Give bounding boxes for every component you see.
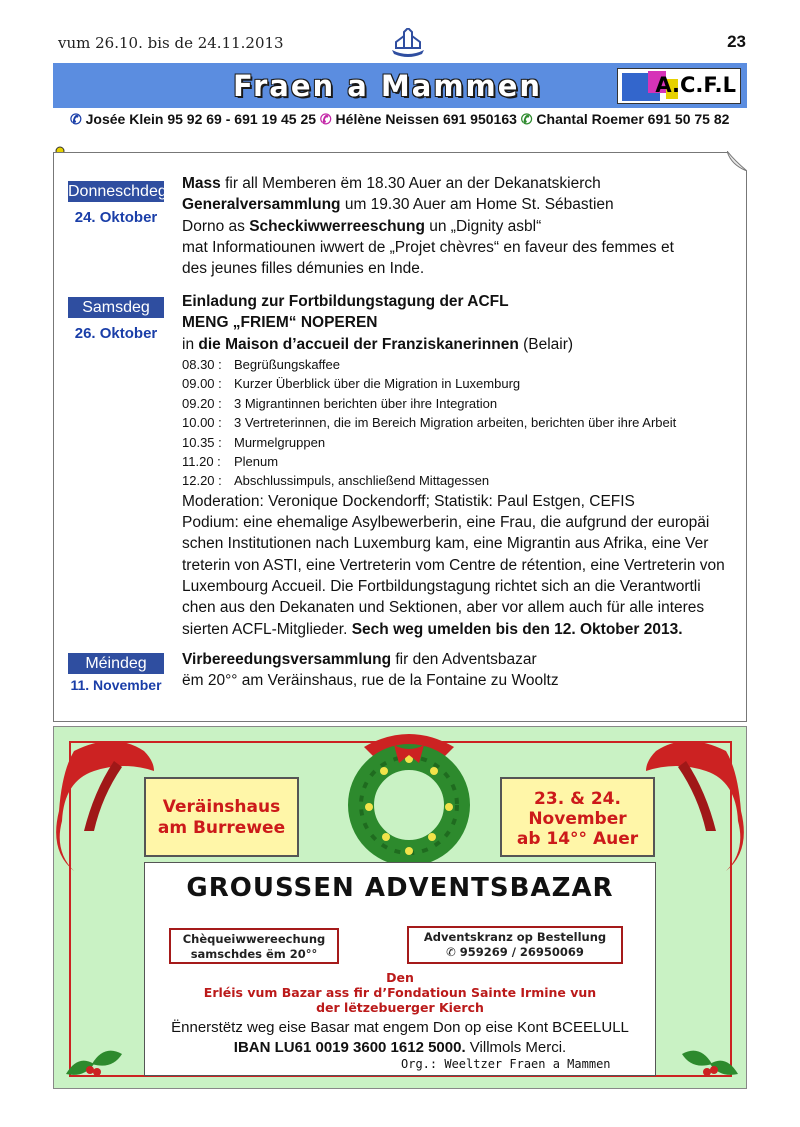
day-label: Samsdeg (68, 297, 164, 318)
wreath-order-box (407, 926, 623, 964)
venue-line: am Burrewee (157, 818, 286, 838)
moderation-text: Moderation: Veronique Dockendorff; Statistik: Paul Estgen, CEFIS (182, 492, 635, 510)
event-mass-label: Mass (182, 175, 221, 192)
proceeds-line: der lëtzebuerger Kierch (316, 1000, 484, 1015)
proceeds-line: Den (386, 970, 414, 985)
contact-name: Chantal Roemer (536, 111, 644, 127)
podium-text: Podium: eine ehemalige Asylbewerberin, eine Frau, die aufgrund der europäi (182, 514, 710, 532)
day-date: 26. Oktober (74, 325, 158, 342)
bazar-info-panel (144, 862, 656, 1076)
event-text: Dorno as (182, 217, 250, 235)
event-heading: Einladung zur Fortbildungstagung der ACFL (182, 293, 509, 310)
cheque-line: samschdes ëm 20°° (190, 947, 318, 961)
venue-line: Veräinshaus (162, 797, 281, 817)
schedule-time: 10.00 : (182, 415, 222, 431)
schedule-text: Murmelgruppen (234, 434, 326, 450)
event-text: um 19.30 Auer am Home St. Sébastien (340, 196, 614, 214)
podium-text: treterin von ASTI, eine Vertreterin vom Centre de rétention, eine Vertreterin von (182, 556, 725, 574)
date-range: vum 26.10. bis de 24.11.2013 (58, 34, 284, 52)
donation-line: Ënnerstëtz weg eise Basar mat engem Don op eise Kont BCEELULL (171, 1019, 629, 1036)
order-phone: ✆ 959269 / 26950069 (446, 945, 584, 959)
event-subheading: MENG „FRIEM“ NOPEREN (182, 314, 378, 332)
schedule-text: Abschlussimpuls, anschließend Mittagessen (234, 473, 490, 489)
date-line: ab 14°° Auer (516, 829, 639, 849)
phone-icon: ✆ (319, 111, 332, 127)
schedule-row (182, 452, 734, 471)
schedule-row (182, 355, 734, 374)
event-content (182, 649, 734, 692)
page-header (58, 28, 746, 54)
page-number: 23 (727, 32, 746, 51)
event-content (182, 173, 734, 279)
schedule-row (182, 471, 734, 490)
event-text: ëm 20°° am Veräinshaus, rue de la Fontaine zu Wooltz (182, 672, 559, 690)
day-date: 24. Oktober (74, 209, 158, 226)
day-label: Méindeg (68, 653, 164, 674)
day-label: Donneschdeg (68, 183, 167, 200)
day-date: 11. November (70, 677, 162, 693)
banner-title: Fraen a Mammen (233, 69, 543, 103)
schedule-time: 10.35 : (182, 434, 222, 450)
schedule-time: 08.30 : (182, 356, 222, 372)
event-content (182, 291, 734, 640)
podium-text: chen aus den Dekanaten und Sektionen, aber vor allem auch für alle interes (182, 599, 705, 617)
schedule-text: Plenum (234, 453, 279, 469)
date-box (500, 777, 655, 857)
schedule-row (182, 374, 734, 393)
event-text: mat Informatiounen iwwert de „Projet chèvres“ en faveur des femmes et (182, 238, 674, 256)
date-line: 23. & 24. (534, 789, 621, 809)
phone-icon: ✆ (70, 111, 82, 127)
thanks-text: Villmols Merci. (465, 1039, 567, 1056)
registration-deadline: Sech weg umelden bis den 12. Oktober 2013. (351, 620, 683, 638)
event-check-label: Scheckiwwerreeschung (249, 217, 425, 235)
contact-phone: 95 92 69 - 691 19 45 25 (167, 111, 317, 127)
event-assembly-label: Generalversammlung (182, 196, 341, 214)
cheque-box (169, 928, 339, 964)
schedule-time: 09.20 : (182, 395, 222, 411)
schedule-text: Begrüßungskaffee (234, 356, 340, 372)
podium-text: sierten ACFL-Mitglieder. (182, 620, 352, 638)
event-text: (Belair) (518, 335, 574, 353)
events-box (53, 152, 747, 722)
contact-phone: 691 950163 (442, 111, 517, 127)
event-text: un „Dignity asbl“ (424, 217, 542, 235)
holly-icon (64, 1034, 124, 1084)
organizer-line: Org.: Weeltzer Fraen a Mammen (401, 1057, 611, 1071)
schedule-time: 11.20 : (182, 453, 221, 469)
bazar-title: GROUSSEN ADVENTSBAZAR (186, 873, 614, 903)
schedule-list (182, 355, 734, 491)
cheque-line: Chèqueiwwereechung (182, 932, 326, 946)
schedule-row (182, 394, 734, 413)
contact-phone: 691 50 75 82 (647, 111, 730, 127)
schedule-row (182, 413, 734, 432)
contact-name: Hélène Neissen (335, 111, 440, 127)
event-location: die Maison d’accueil der Franziskanerinnen (198, 335, 519, 353)
event-text: in (182, 335, 199, 353)
schedule-text: 3 Vertreterinnen, die im Bereich Migration arbeiten, berichten über ihre Arbeit (234, 415, 677, 431)
iban-number: IBAN LU61 0019 3600 1612 5000. (233, 1039, 466, 1056)
contact-line (70, 111, 750, 128)
bazar-advert (53, 726, 747, 1089)
donation-note (145, 1018, 655, 1058)
event-meeting-label: Virbereedungsversammlung (182, 651, 392, 668)
schedule-row (182, 433, 734, 452)
event-text: fir all Memberen ëm 18.30 Auer an der Dekanatskierch (220, 175, 601, 192)
advent-wreath-icon (324, 727, 494, 867)
proceeds-line: Erléis vum Bazar ass fir d’Fondatioun Sainte Irmine vun (203, 985, 597, 1000)
venue-box (144, 777, 299, 857)
schedule-time: 12.20 : (182, 473, 222, 489)
order-line: Adventskranz op Bestellung (423, 930, 607, 944)
podium-text: schen Institutionen nach Luxemburg kam, eine Migrantin aus Afrika, eine Ver (182, 535, 709, 553)
schedule-time: 09.00 : (182, 376, 222, 392)
holly-icon (680, 1034, 740, 1084)
event-text: fir den Adventsbazar (391, 651, 537, 668)
date-line: November (528, 809, 627, 829)
event-text: des jeunes filles démunies en Inde. (182, 260, 425, 278)
acfl-logo (617, 68, 741, 104)
section-banner (53, 63, 747, 108)
proceeds-note (145, 970, 655, 1015)
page-curl-icon (727, 151, 747, 171)
church-logo-icon (386, 28, 430, 58)
contact-name: Josée Klein (85, 111, 164, 127)
phone-icon: ✆ (520, 111, 533, 127)
logo-text: A.C.F.L (655, 73, 736, 97)
schedule-text: Kurzer Überblick über die Migration in Luxemburg (234, 376, 521, 392)
podium-text: Luxembourg Accueil. Die Fortbildungstagung richtet sich an die Verantwortli (182, 577, 701, 595)
schedule-text: 3 Migrantinnen berichten über ihre Integration (234, 395, 498, 411)
